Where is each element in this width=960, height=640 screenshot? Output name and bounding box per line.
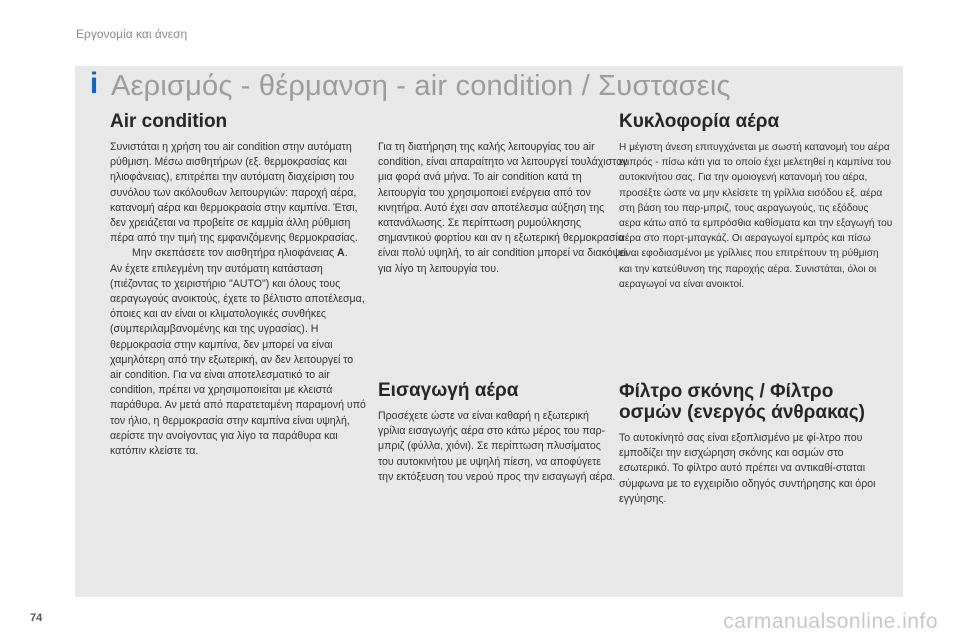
air-condition-heading: Air condition bbox=[110, 111, 228, 132]
air-condition-section bbox=[110, 111, 366, 459]
air-intake-text: Προσέχετε ώστε να είναι καθαρή η εξωτερική γρίλια εισαγωγής αέρα στο κάτω μέρος του παρ-μπριζ (φύλλα, χιόνι). Σε περίπτωση πλυσίματος του αυτοκινήτου με υψηλή πίεση, να αποφύγετε την εκτόξευση του νερού προς την εισαγωγή αέρα. bbox=[378, 410, 616, 483]
triangle-bullet-icon bbox=[114, 246, 132, 261]
air-intake-section bbox=[378, 380, 618, 485]
filter-text: Το αυτοκίνητό σας είναι εξοπλισμένο με φί-λτρο που εμποδίζει την εισχώρηση σκόνης και οσμών στο εσωτερικό. Το φίλτρο αυτό πρέπει να αντικαθί-σταται σύμφωνα με το εγχειρίδιο οδηγός συντήρησης και όροι εγγύησης. bbox=[619, 432, 876, 505]
watermark: carmanualsonline.info bbox=[723, 610, 938, 633]
bullet-item bbox=[110, 246, 366, 261]
bullet-ref: A bbox=[337, 247, 345, 260]
air-circulation-heading: Κυκλοφορία αέρα bbox=[619, 111, 780, 132]
bullet-text: Μην σκεπάσετε τον αισθητήρα ηλιοφάνειας bbox=[132, 247, 335, 260]
maintenance-section bbox=[378, 140, 630, 277]
breadcrumb: Εργονομία και άνεση bbox=[76, 27, 188, 41]
air-circulation-section bbox=[619, 111, 893, 292]
air-condition-para2: Αν έχετε επιλεγμένη την αυτόματη κατάσταση (πιέζοντας το χειριστήριο "AUTO") και όλους τους αεραγωγούς ανοικτούς, έχετε το βέλτιστο αποτέλεσμα, όποιες και αν είναι οι κλιματολογικές συνθήκες (συμπεριλαμβανομένης και της υγρασίας). Η θερμοκρασία στην καμπίνα, δεν μπορεί να είναι χαμηλότερη από την εξωτερική, αν δεν λειτουργεί το air condition. Για να είναι αποτελεσματικό το air condition, πρέπει να χρησιμοποιείται με κλειστά παράθυρα. Αν μετά από παρατεταμένη παραμονή υπό τον ήλιο, η θερμοκρασία στην καμπίνα είναι υψηλή, αερίστε την ανοίγοντας για λίγο τα παράθυρα και κατόπιν κλείστε τα. bbox=[110, 262, 366, 458]
filter-heading: Φίλτρο σκόνης / Φίλτρο οσμών (ενεργός άνθρακας) bbox=[619, 381, 865, 423]
air-circulation-text: Η μέγιστη άνεση επιτυγχάνεται με σωστή κατανομή του αέρα εμπρός - πίσω κάτι για το οποίο έχει μελετηθεί η καμπίνα του αυτοκινήτου σας. Για την ομοιογενή κατανομή του αέρα, προσέξτε ώστε να μην κλείσετε τη γρίλλια εισόδου εξ. αέρα στη βάση του παρ-μπριζ, τους αεραγωγούς, τις εξόδους αερα κάτω από τα εμπρόσθια καθίσματα και την εξαγωγή του αέρα στο πορτ-μπαγκάζ. Οι αεραγωγοί εμπρός και πίσω είναι εφοδιασμένοι με γρίλλιες που επιτρέπουν τη ρύθμιση και την κατεύθυνση της παροχής αέρα. Συνιστάται, όλοι οι αεραγωγοί να είναι ανοικτοί. bbox=[619, 142, 893, 290]
filter-section bbox=[619, 381, 893, 507]
air-condition-para1: Συνιστάται η χρήση του air condition στην αυτόματη ρύθμιση. Μέσω αισθητήρων (εξ. θερμοκρασίας και ηλιοφάνειας), επιτρέπει την αυτόματη διαχείριση του συνόλου των ακόλουθων λειτουργιών: παροχή αέρα, κατανομή αέρα και θερμοκρασία στην καμπίνα. Έτσι, δεν χρειάζεται να προβείτε σε καμμία άλλη ρύθμιση πέρα από την τιμή της εμφανιζόμενης θερμοκρασίας. bbox=[110, 141, 358, 245]
maintenance-text: Για τη διατήρηση της καλής λειτουργίας του air condition, είναι απαραίτητο να λειτουργεί τουλάχιστον μια φορά ανά μήνα. Το air condition κατά τη λειτουργία του χρησιμοποιεί ενέργεια από τον κινητήρα. Αυτό έχει σαν αποτέλεσμα αύξηση της κατανάλωσης. Σε περίπτωση ρυμούλκησης σημαντικού φορτίου και αν η εξωτερική θερμοκρασία είναι πολύ υψηλή, το air condition μπορεί να διακόψει για λίγο τη λειτουργία του. bbox=[378, 141, 628, 275]
bullet-text-wrap: Μην σκεπάσετε τον αισθητήρα ηλιοφάνειας A. bbox=[132, 247, 348, 260]
page-title: Αερισμός - θέρμανση - air condition / Συστασεις bbox=[111, 70, 731, 102]
air-intake-heading: Εισαγωγή αέρα bbox=[378, 380, 519, 401]
page-number: 74 bbox=[30, 612, 43, 624]
info-icon: i bbox=[89, 67, 99, 100]
